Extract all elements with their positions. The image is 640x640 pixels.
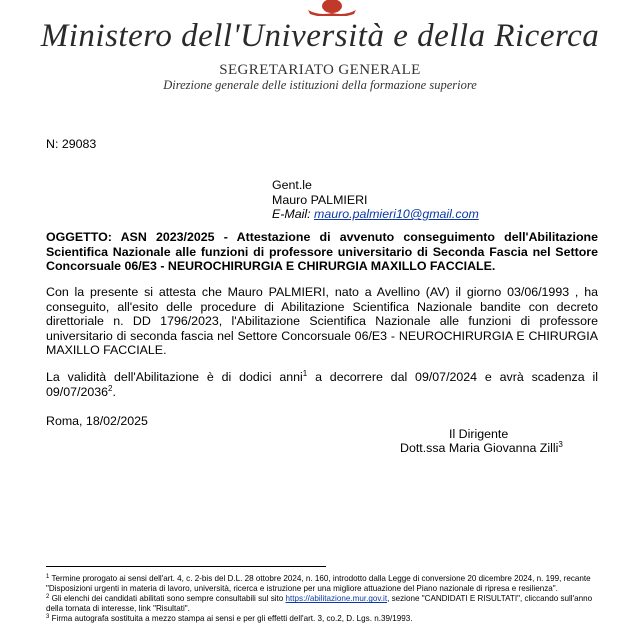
footnote-number: 2 bbox=[46, 594, 50, 601]
signer-name: Dott.ssa Maria Giovanna Zilli bbox=[400, 441, 559, 455]
recipient-salutation: Gent.le bbox=[272, 178, 312, 192]
directorate-subtitle: Direzione generale delle istituzioni della formazione superiore bbox=[163, 78, 477, 92]
ministry-title: Ministero dell'Università e della Ricerca bbox=[40, 18, 600, 54]
footnote-ref-1: 1 bbox=[302, 369, 308, 378]
attestation-paragraph: Con la presente si attesta che Mauro PALMIERI, nato a Avellino (AV) il giorno 03/06/1993 , ha conseguito, all'esito delle procedure di Abilitazione Scientifica Nazionale bandite con decreto direttoriale n. DD 1796/2023, l'Abilitazione Scientifica Nazionale alle funzioni di professore universitario di seconda fascia nel Settore Concorsuale 06/E3 - NEUROCHIRURGIA E CHIRURGIA MAXILLO FACCIALE. bbox=[46, 285, 598, 358]
signer-name-line bbox=[400, 441, 563, 456]
recipient-email-line bbox=[272, 207, 479, 222]
footnote-ref-3: 3 bbox=[558, 440, 563, 449]
recipient-name: Mauro PALMIERI bbox=[272, 192, 368, 207]
republic-emblem-icon bbox=[305, 0, 359, 16]
footnote-ref-2: 2 bbox=[108, 383, 113, 393]
validity-text-3: . bbox=[112, 384, 116, 399]
recipient-email-link[interactable]: mauro.palmieri10@gmail.com bbox=[314, 207, 479, 222]
recipient-block bbox=[272, 178, 479, 222]
footnote-text: Firma autografa sostituita a mezzo stampa ai sensi e per gli effetti dell'art. 3, co.2, D. Lgs. n.39/1993. bbox=[51, 614, 413, 624]
protocol-number: N: 29083 bbox=[46, 137, 97, 151]
footnote-3 bbox=[46, 614, 602, 624]
subject-paragraph: OGGETTO: ASN 2023/2025 - Attestazione di avvenuto conseguimento dell'Abilitazione Scientifica Nazionale alle funzioni di professore universitario di Seconda Fascia nel Settore Concorsuale 06/E3 - NEUROCHIRURGIA E CHIRURGIA MAXILLO FACCIALE. bbox=[46, 230, 598, 274]
validity-text-2: a decorrere dal 09/07/2024 e avrà scadenza il 09/07/2036 bbox=[46, 370, 598, 399]
abilitazione-site-link[interactable]: https://abilitazione.mur.gov.it bbox=[285, 594, 388, 604]
footnote-2 bbox=[46, 594, 602, 613]
footnote-number: 3 bbox=[46, 614, 50, 621]
signer-role: Il Dirigente bbox=[449, 427, 509, 441]
footnote-separator bbox=[46, 566, 326, 567]
email-label: E-Mail: bbox=[272, 207, 311, 222]
footnote-1 bbox=[46, 574, 602, 593]
place-date: Roma, 18/02/2025 bbox=[46, 414, 148, 428]
secretariat-title: SEGRETARIATO GENERALE bbox=[219, 62, 421, 78]
footnotes bbox=[46, 574, 602, 625]
validity-paragraph bbox=[46, 370, 598, 399]
footnote-text: , sezione "CANDIDATI E RISULTATI", cliccando sull'anno della tornata di interesse, link "Risultati". bbox=[46, 594, 593, 613]
footnote-text: Gli elenchi dei candidati abilitati sono sempre consultabili sul sito bbox=[51, 594, 286, 604]
emblem-star-shape bbox=[322, 0, 342, 13]
footnote-number: 1 bbox=[46, 574, 50, 580]
validity-text-1: La validità dell'Abilitazione è di dodici anni bbox=[46, 370, 303, 384]
footnote-text: Termine prorogato ai sensi dell'art. 4, c. 2-bis del D.L. 28 ottobre 2024, n. 160, introdotto dalla Legge di conversione 20 dicembre 2024, n. 199, recante "Disposizioni urgenti in materia di lavoro, università, ricerca e istruzione per una migliore attuazione del Piano nazionale di ripresa e resilienza". bbox=[46, 574, 591, 593]
